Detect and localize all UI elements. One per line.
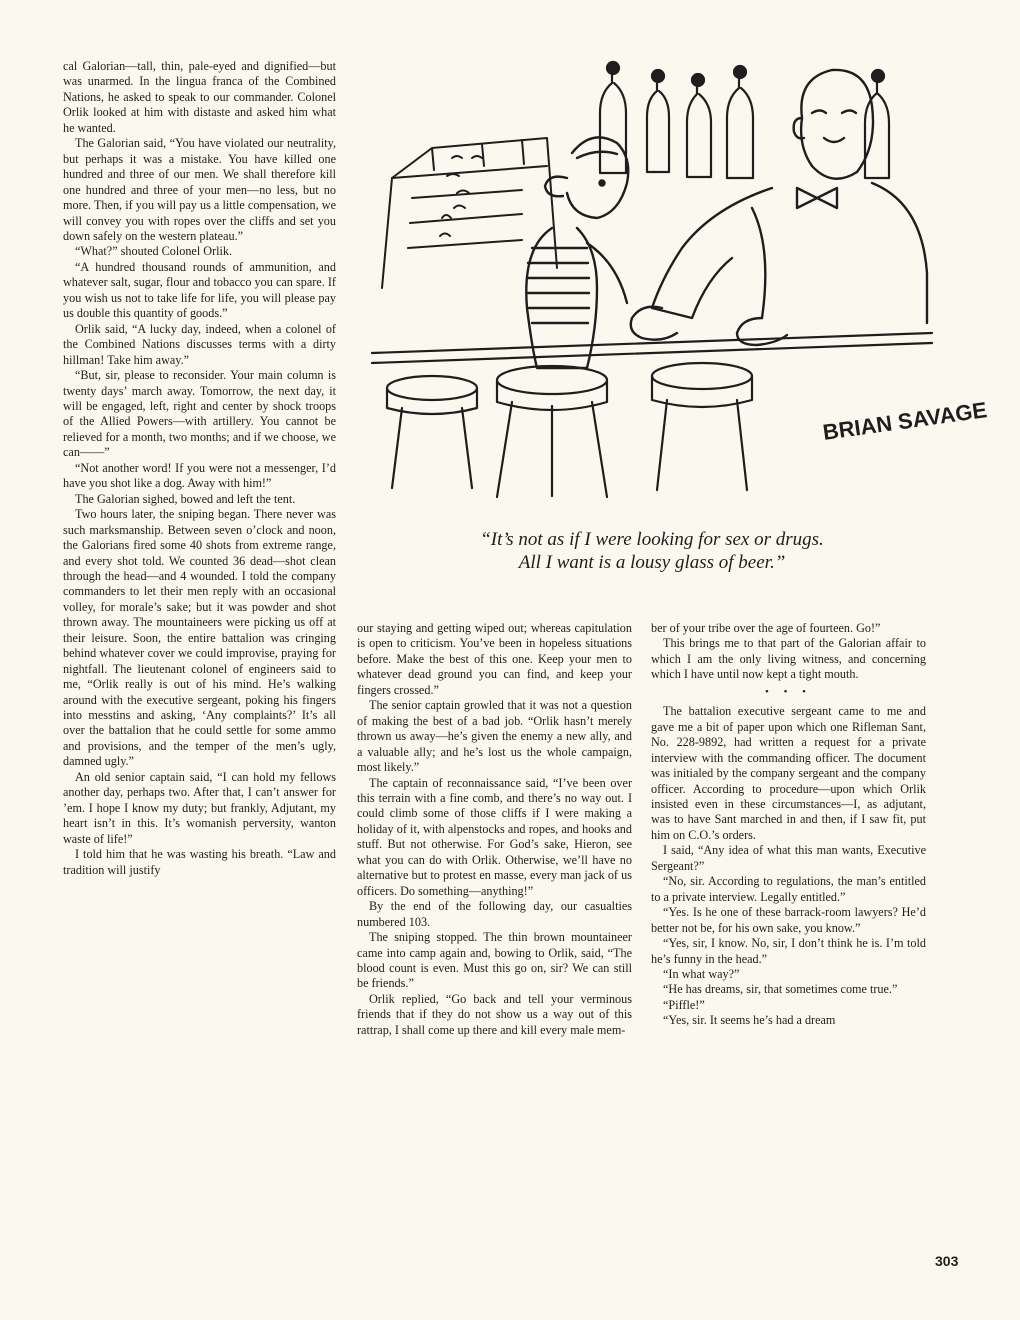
caption-line-2: All I want is a lousy glass of beer.” xyxy=(518,552,786,573)
paragraph: The Galorian said, “You have violated our neutrality, but perhaps it was a mistake. You have killed one hundred and three of our men. We shall therefore kill one hundred and three of your men—no less, but no more. Then, if you will pay us a little compensation, we will convey you with ropes over the cliffs and set you down safely on the western plateau.” xyxy=(63,136,336,243)
text-column-1 xyxy=(63,59,336,878)
paragraph: “Yes, sir, I know. No, sir, I don’t think he is. I’m told he’s funny in the head.” xyxy=(651,936,926,966)
paragraph: The senior captain growled that it was not a question of making the best of a bad job. “Orlik hasn’t merely thrown us away—he’s given the enemy a new ally, and a valuable ally; and he’s lost us the whole campaign, most likely.” xyxy=(357,698,632,775)
paragraph: “Not another word! If you were not a messenger, I’d have you shot like a dog. Away with him!” xyxy=(63,460,336,491)
paragraph: Orlik said, “A lucky day, indeed, when a colonel of the Combined Nations discusses terms with a dirty hillman! Take him away.” xyxy=(63,321,336,367)
paragraph: “He has dreams, sir, that sometimes come true.” xyxy=(663,982,898,997)
paragraph: “A hundred thousand rounds of ammunition, and whatever salt, sugar, flour and tobacco you can spare. If you wish us not to take life for life, you will please pay us double this quantity of goods.” xyxy=(63,259,336,321)
section-break: • • • xyxy=(764,685,813,698)
bottle-shelf xyxy=(600,62,889,178)
paragraph: “But, sir, please to reconsider. Your main column is twenty days’ march away. Tomorrow, the next day, it will be engaged, left, right and center by shock troops of the Allied Powers—with artillery. You cannot be relieved for a month, two months; and if we choose, we can——” xyxy=(63,368,336,460)
paragraph: Two hours later, the sniping began. There never was such marksmanship. Between seven o’clock and noon, the Galorians fired some 40 shots from extreme range, and every shot told. We counted 36 dead—shot clean through the head—and 4 wounded. I told the company commanders to let their men reply with an occasional volley, for morale’s sake; but it was powder and shot thrown away. The mountaineers were picking us off at their leisure. Soon, the entire battalion was cringing behind whatever cover we could improvise, praying for nightfall. The lieutenant colonel of engineers said to me, “Orlik really is out of his mind. He’s walking around with the executive sergeant, poking his fingers into messtins and asking, ‘Any complaints?’ It’s all over the battalion that he could settle for some ammo and provisions, and the temper of the men’s ugly, damned ugly.” xyxy=(63,507,336,769)
paragraph: “No, sir. According to regulations, the man’s entitled to a private interview. Legally entitled.” xyxy=(651,874,926,904)
bar-counter xyxy=(372,333,932,363)
paragraph: The Galorian sighed, bowed and left the tent. xyxy=(75,491,296,506)
bartender-figure xyxy=(631,70,927,345)
paragraph: ber of your tribe over the age of fourteen. Go!” xyxy=(651,621,881,635)
paragraph: “Piffle!” xyxy=(663,997,705,1012)
paragraph: An old senior captain said, “I can hold my fellows another day, perhaps two. After that, I can’t answer for ’em. I hope I know my duty; but frankly, Adjutant, my heart isn’t in this. It’s womanish perversity, wanton waste of life!” xyxy=(63,769,336,846)
paragraph: our staying and getting wiped out; whereas capitulation is open to criticism. You’ve been in hopeless situations before. Make the best of this one. Keep your men to whatever dead ground you can find, and keep your fingers crossed.” xyxy=(357,621,632,697)
paragraph: Orlik replied, “Go back and tell your verminous friends that if they do not show us a way out of this rattrap, I shall come up there and kill every male mem- xyxy=(357,991,632,1037)
bar-stools xyxy=(387,363,752,497)
paragraph: “What?” shouted Colonel Orlik. xyxy=(75,244,233,259)
text-column-3 xyxy=(651,621,926,1029)
paragraph: cal Galorian—tall, thin, pale-eyed and dignified—but was unarmed. In the lingua franca of the Combined Nations, he asked to speak to our commander. Colonel Orlik looked at him with distaste and asked him what he wanted. xyxy=(63,59,336,135)
cartoon-illustration xyxy=(372,58,989,498)
paragraph: I said, “Any idea of what this man wants, Executive Sergeant?” xyxy=(651,843,926,873)
page-number: 303 xyxy=(935,1253,959,1269)
paragraph: The captain of reconnaissance said, “I’ve been over this terrain with a fine comb, and there’s no way out. I could climb some of those cliffs if I were making a holiday of it, with alpenstocks and ropes, and hooks and stuff. But not otherwise. For God’s sake, Hieron, see what you can do with Orlik. Otherwise, we’ll have no alternative but to protest en masse, every man jack of us officers. Do something—anything!” xyxy=(357,775,632,898)
cartoon-caption xyxy=(372,528,932,574)
cartoon-signature: BRIAN SAVAGE xyxy=(821,397,989,445)
paragraph: This brings me to that part of the Galorian affair to which I am the only living witness, and concerning which I have until now kept a tight mouth. xyxy=(651,636,926,682)
paragraph: I told him that he was wasting his breath. “Law and tradition will justify xyxy=(63,847,336,877)
cash-register xyxy=(382,138,557,288)
paragraph: The battalion executive sergeant came to me and gave me a bit of paper upon which one Rifleman Sant, No. 228-9892, had written a request for a private interview with the commanding officer. The document was initialed by the company sergeant and the company officer. According to procedure—upon which Orlik insisted even in these circumstances—I, as adjutant, was to have Sant marched in and then, if I saw fit, put him on C.O.’s orders. xyxy=(651,704,926,842)
paragraph: “Yes. Is he one of these barrack-room lawyers? He’d better not be, for his own sake, you know.” xyxy=(651,905,926,935)
paragraph: “In what way?” xyxy=(663,966,740,981)
paragraph: The sniping stopped. The thin brown mountaineer came into camp again and, bowing to Orlik, said, “The blood count is even. Must this go on, sir? We can still be friends.” xyxy=(357,930,632,991)
caption-line-1: “It’s not as if I were looking for sex or drugs. xyxy=(480,529,824,550)
paragraph: By the end of the following day, our casualties numbered 103. xyxy=(357,899,632,929)
paragraph: “Yes, sir. It seems he’s had a dream xyxy=(663,1013,836,1028)
text-column-2 xyxy=(357,621,632,1038)
